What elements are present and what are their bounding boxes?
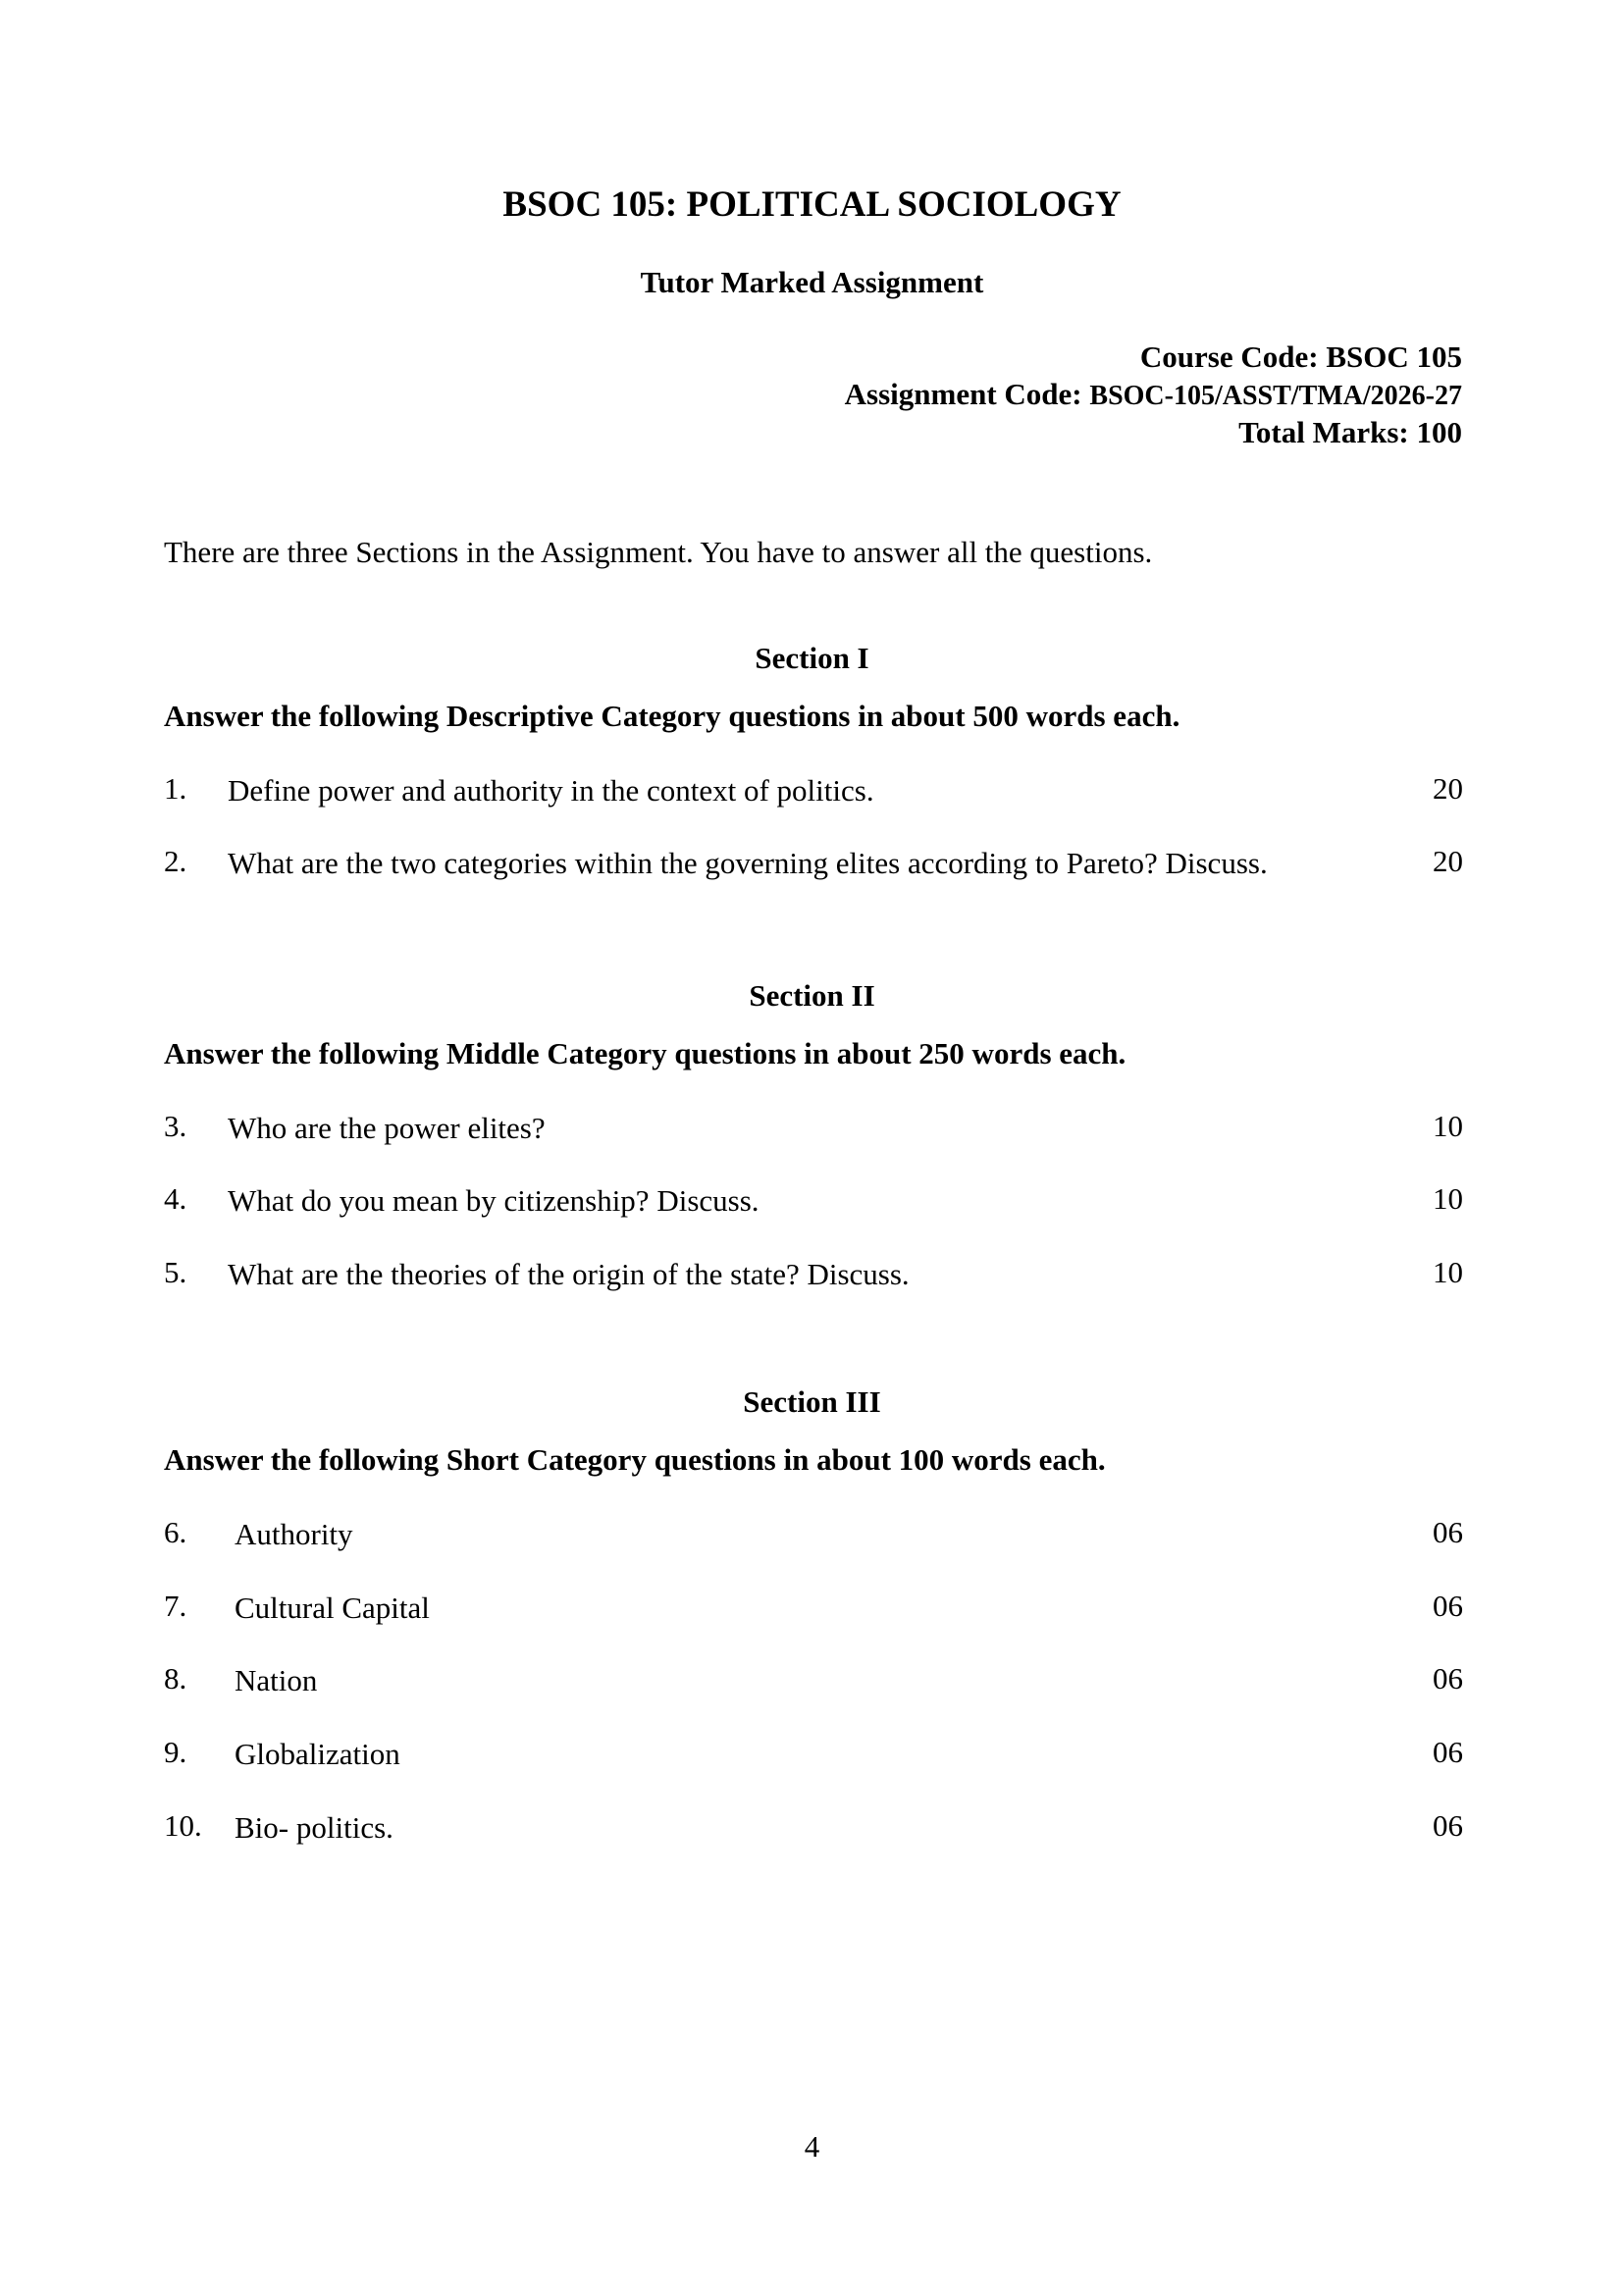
question-number: 3. bbox=[164, 1109, 187, 1143]
question-number: 4. bbox=[164, 1181, 187, 1216]
section-heading: Section III bbox=[743, 1384, 881, 1419]
intro-text: There are three Sections in the Assignment. You have to answer all the questions. bbox=[164, 535, 1153, 569]
question-number: 2. bbox=[164, 844, 187, 878]
question-text: Authority bbox=[235, 1517, 353, 1551]
question-marks: 10 bbox=[1433, 1181, 1463, 1216]
question-marks: 20 bbox=[1433, 771, 1463, 806]
section-instruction: Answer the following Descriptive Category questions in about 500 words each. bbox=[164, 699, 1180, 733]
question-number: 10. bbox=[164, 1808, 202, 1843]
question-marks: 06 bbox=[1433, 1589, 1463, 1623]
assignment-code-value: BSOC-105/ASST/TMA/2026-27 bbox=[1089, 381, 1462, 411]
course-code: Course Code: BSOC 105 bbox=[1139, 339, 1462, 374]
question-number: 5. bbox=[164, 1255, 187, 1289]
question-text: What are the two categories within the governing elites according to Pareto? Discuss. bbox=[228, 846, 1268, 880]
question-text: Globalization bbox=[235, 1737, 400, 1771]
question-text: Bio- politics. bbox=[235, 1810, 393, 1845]
assignment-code-label: Assignment Code: bbox=[844, 377, 1090, 411]
question-number: 8. bbox=[164, 1661, 187, 1695]
section-instruction: Answer the following Middle Category questions in about 250 words each. bbox=[164, 1036, 1126, 1070]
total-marks: Total Marks: 100 bbox=[1238, 415, 1462, 449]
section-heading: Section I bbox=[755, 641, 869, 675]
question-text: Nation bbox=[235, 1663, 318, 1697]
question-marks: 20 bbox=[1433, 844, 1463, 878]
question-marks: 06 bbox=[1433, 1735, 1463, 1769]
question-number: 1. bbox=[164, 771, 187, 806]
question-text: Cultural Capital bbox=[235, 1591, 430, 1625]
question-marks: 06 bbox=[1433, 1515, 1463, 1549]
question-marks: 10 bbox=[1433, 1255, 1463, 1289]
document-title: BSOC 105: POLITICAL SOCIOLOGY bbox=[502, 184, 1122, 225]
question-text: What are the theories of the origin of the state? Discuss. bbox=[228, 1257, 910, 1291]
question-text: Who are the power elites? bbox=[228, 1111, 546, 1145]
document-subtitle: Tutor Marked Assignment bbox=[640, 265, 984, 299]
question-marks: 06 bbox=[1433, 1661, 1463, 1695]
question-marks: 06 bbox=[1433, 1808, 1463, 1843]
question-marks: 10 bbox=[1433, 1109, 1463, 1143]
question-text: What do you mean by citizenship? Discuss. bbox=[228, 1183, 760, 1218]
question-number: 9. bbox=[164, 1735, 187, 1769]
page-number: 4 bbox=[804, 2129, 820, 2164]
assignment-code bbox=[845, 377, 1462, 412]
question-number: 6. bbox=[164, 1515, 187, 1549]
section-heading: Section II bbox=[749, 978, 875, 1013]
section-instruction: Answer the following Short Category questions in about 100 words each. bbox=[164, 1442, 1106, 1477]
question-number: 7. bbox=[164, 1589, 187, 1623]
question-text: Define power and authority in the context of politics. bbox=[228, 773, 874, 808]
